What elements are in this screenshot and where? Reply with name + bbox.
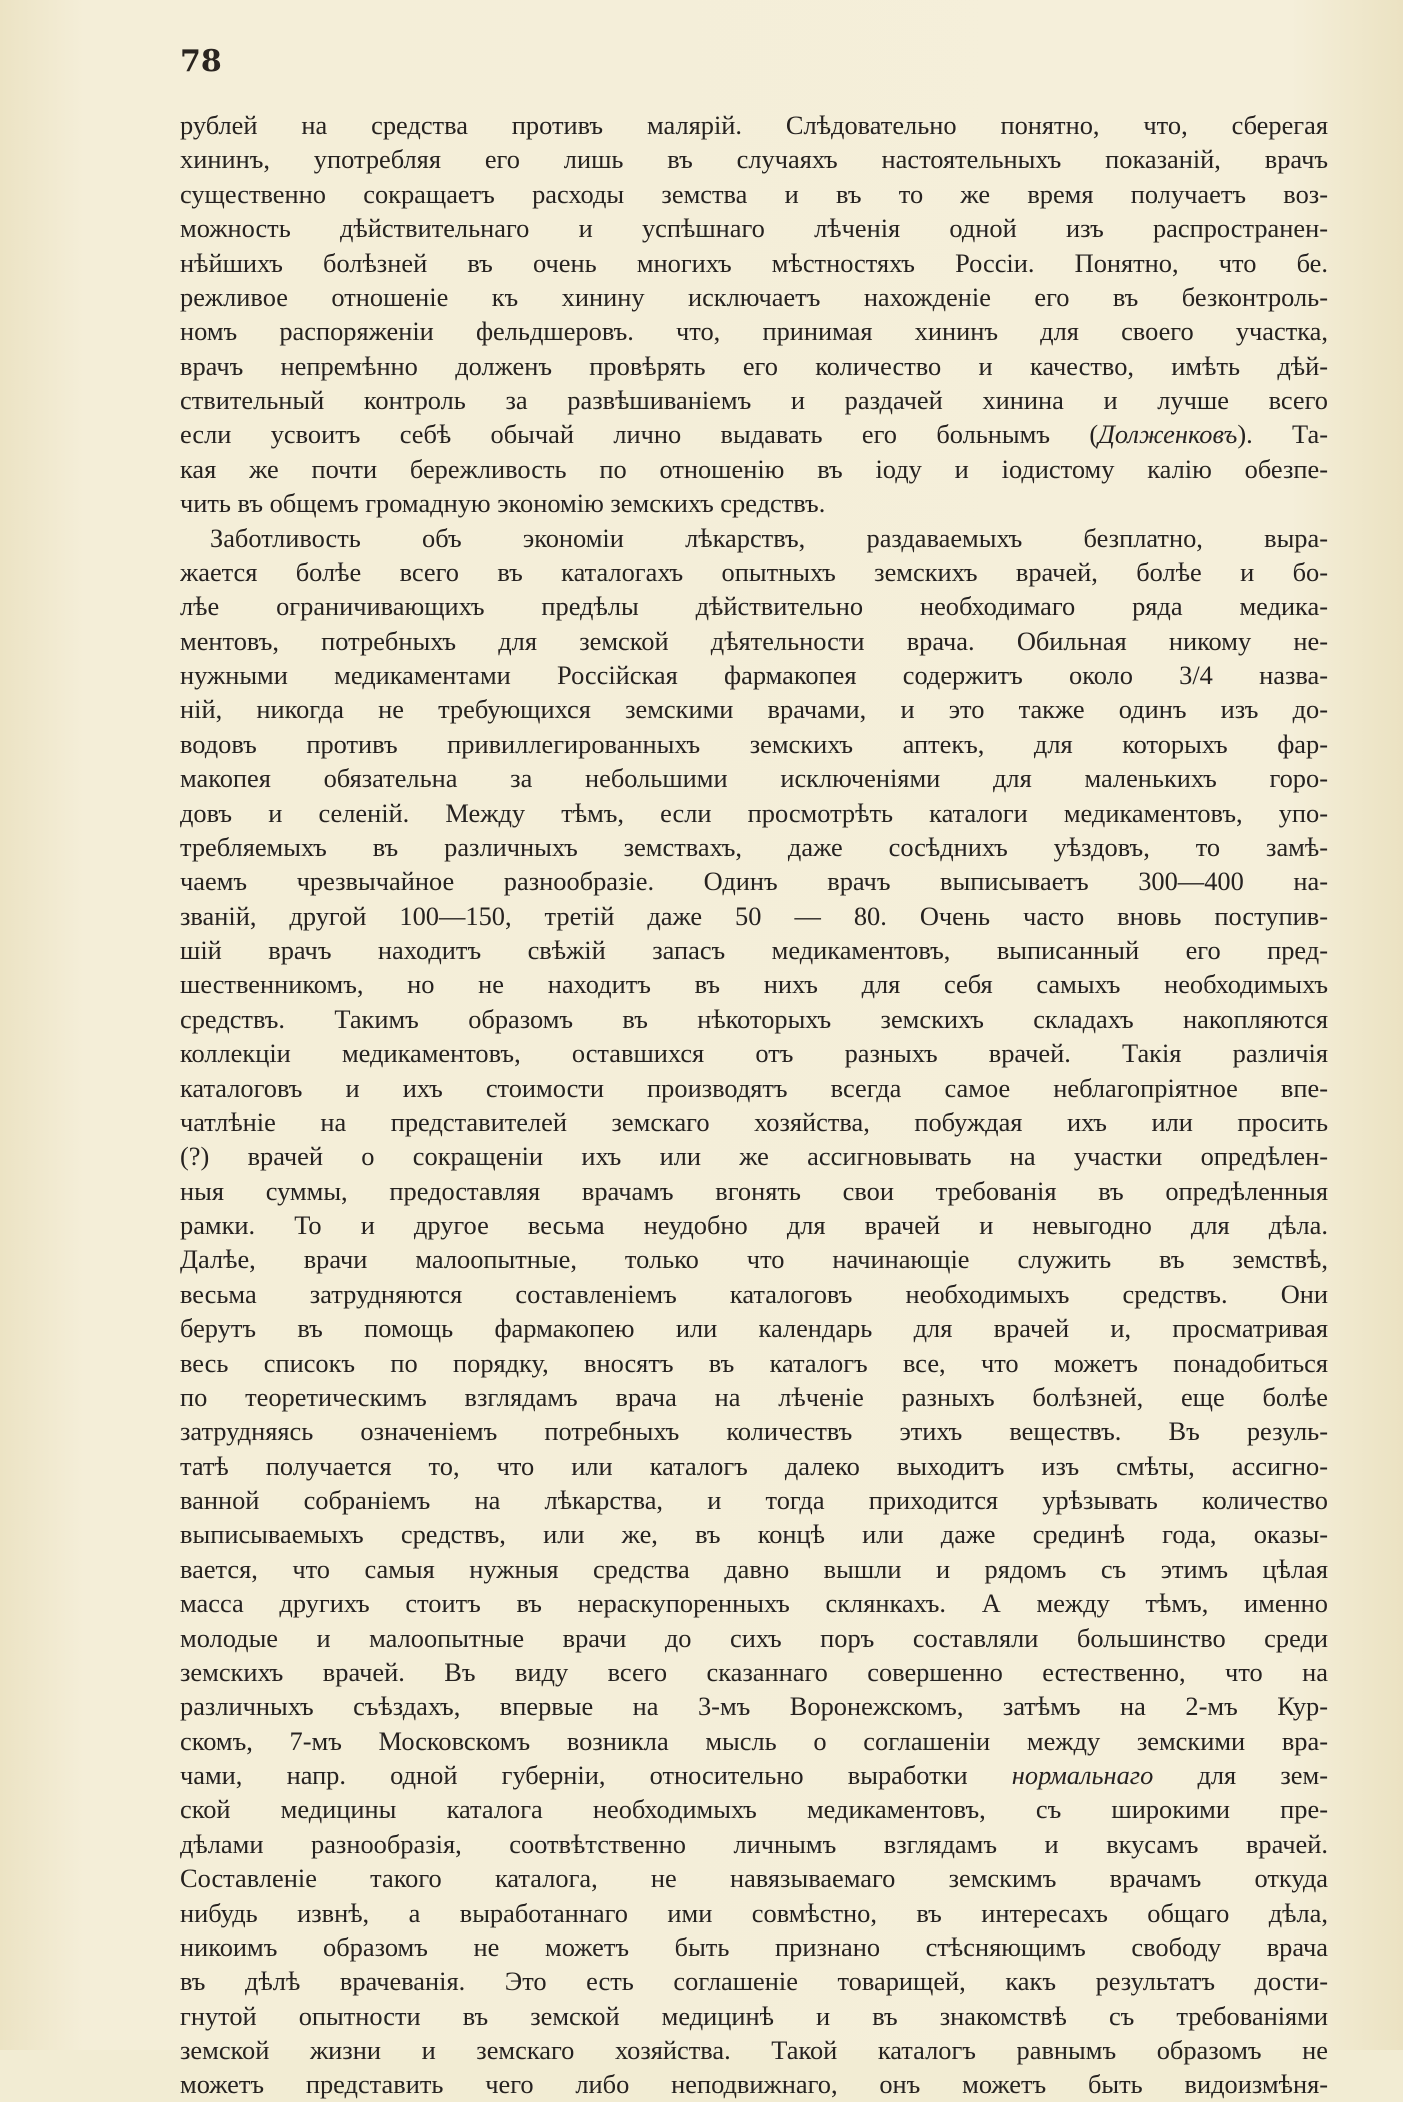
text-line: весьма затрудняются составленіемъ каталоговъ необходимыхъ средствъ. Они — [180, 1278, 1328, 1309]
text-line: выписываемыхъ средствъ, или же, въ концѣ или даже срединѣ года, оказы- — [180, 1519, 1328, 1550]
body-text — [180, 108, 1328, 2102]
text-line: хининъ, употребляя его лишь въ случаяхъ настоятельныхъ показаній, врачъ — [180, 144, 1328, 175]
text-line: масса другихъ стоитъ въ нераскупоренныхъ склянкахъ. А между тѣмъ, именно — [180, 1588, 1328, 1619]
text-line: врачъ непремѣнно долженъ провѣрять его количество и качество, имѣть дѣй- — [180, 350, 1328, 381]
text-line: каталоговъ и ихъ стоимости производятъ всегда самое неблагопріятное впе- — [180, 1072, 1328, 1103]
text-line: чить въ общемъ громадную экономію земскихъ средствъ. — [180, 488, 826, 519]
text-line: шественникомъ, но не находитъ въ нихъ для себя самыхъ необходимыхъ — [180, 969, 1328, 1000]
text-line: Заботливость объ экономіи лѣкарствъ, раздаваемыхъ безплатно, выра- — [210, 522, 1328, 553]
text-line: татѣ получается то, что или каталогъ далеко выходитъ изъ смѣты, ассигно- — [180, 1450, 1328, 1481]
text-line: по теоретическимъ взглядамъ врача на лѣченіе разныхъ болѣзней, еще болѣе — [180, 1381, 1328, 1412]
text-line: гнутой опытности въ земской медицинѣ и въ знакомствѣ съ требованіями — [180, 2000, 1328, 2031]
text-line: ній, никогда не требующихся земскими врачами, и это также одинъ изъ до- — [180, 694, 1328, 725]
text-line: рублей на средства противъ малярій. Слѣдовательно понятно, что, сберегая — [180, 110, 1328, 140]
text-line: средствъ. Такимъ образомъ въ нѣкоторыхъ земскихъ складахъ накопляются — [180, 1003, 1328, 1034]
text-line: ментовъ, потребныхъ для земской дѣятельности врача. Обильная никому не- — [180, 625, 1328, 656]
text-line: ныя суммы, предоставляя врачамъ вгонять свои требованія въ опредѣленныя — [180, 1175, 1328, 1206]
text-line: шій врачъ находитъ свѣжій запасъ медикаментовъ, выписанный его пред- — [180, 935, 1328, 965]
text-line: жается болѣе всего въ каталогахъ опытныхъ земскихъ врачей, болѣе и бо- — [180, 556, 1328, 587]
text-line: земскихъ врачей. Въ виду всего сказаннаго совершенно естественно, что на — [180, 1656, 1328, 1687]
text-line: затрудняясь означеніемъ потребныхъ количествъ этихъ веществъ. Въ резуль- — [180, 1416, 1328, 1447]
text-line: скомъ, 7-мъ Московскомъ возникла мысль о соглашеніи между земскими вра- — [180, 1725, 1328, 1756]
text-line: нибудь извнѣ, а выработаннаго ими совмѣстно, въ интересахъ общаго дѣла, — [180, 1897, 1328, 1928]
text-line: чаемъ чрезвычайное разнообразіе. Одинъ врачъ выписываетъ 300—400 на- — [180, 866, 1328, 897]
text-line: можность дѣйствительнаго и успѣшнаго лѣченія одной изъ распространен- — [180, 213, 1328, 244]
text-line: земской жизни и земскаго хозяйства. Такой каталогъ равнымъ образомъ не — [180, 2035, 1328, 2065]
paragraph — [180, 521, 1328, 2102]
text-line: ванной собраніемъ на лѣкарства, и тогда приходится урѣзывать количество — [180, 1485, 1328, 1515]
text-line: ской медицины каталога необходимыхъ медикаментовъ, съ широкими пре- — [180, 1794, 1328, 1825]
text-line: вается, что самыя нужныя средства давно вышли и рядомъ съ этимъ цѣлая — [180, 1553, 1328, 1584]
text-line: макопея обязательна за небольшими исключеніями для маленькихъ горо- — [180, 763, 1328, 794]
text-line: нужными медикаментами Россійская фармакопея содержитъ около 3/4 назва- — [180, 660, 1328, 690]
text-line: чами, напр. одной губерніи, относительно выработки нормальнаго для зем- — [180, 1760, 1328, 1790]
text-line: водовъ противъ привиллегированныхъ земскихъ аптекъ, для которыхъ фар- — [180, 728, 1328, 759]
text-line: ствительный контроль за развѣшиваніемъ и раздачей хинина и лучше всего — [180, 385, 1328, 415]
paragraph — [180, 108, 1328, 521]
text-line: дѣлами разнообразія, соотвѣтственно личнымъ взглядамъ и вкусамъ врачей. — [180, 1828, 1328, 1859]
text-line: въ дѣлѣ врачеванія. Это есть соглашеніе товарищей, какъ результатъ дости- — [180, 1966, 1328, 1997]
text-line: если усвоитъ себѣ обычай лично выдавать его больнымъ (Долженковъ). Та- — [180, 419, 1328, 450]
text-line: коллекціи медикаментовъ, оставшихся отъ разныхъ врачей. Такія различія — [180, 1038, 1328, 1069]
text-line: лѣе ограничивающихъ предѣлы дѣйствительно необходимаго ряда медика- — [180, 591, 1328, 622]
text-line: номъ распоряженіи фельдшеровъ. что, принимая хининъ для своего участка, — [180, 316, 1328, 347]
page-number: 78 — [180, 44, 222, 79]
text-line: Составленіе такого каталога, не навязываемаго земскимъ врачамъ откуда — [180, 1863, 1328, 1894]
text-line: весь списокъ по порядку, вносятъ въ каталогъ все, что можетъ понадобиться — [180, 1347, 1328, 1378]
text-line: молодые и малоопытные врачи до сихъ поръ составляли большинство среди — [180, 1622, 1328, 1653]
text-line: Далѣе, врачи малоопытные, только что начинающіе служить въ земствѣ, — [180, 1244, 1328, 1275]
text-line: рамки. То и другое весьма неудобно для врачей и невыгодно для дѣла. — [180, 1210, 1328, 1240]
text-line: довъ и селеній. Между тѣмъ, если просмотрѣть каталоги медикаментовъ, упо- — [180, 797, 1328, 828]
text-line: различныхъ съѣздахъ, впервые на 3-мъ Воронежскомъ, затѣмъ на 2-мъ Кур- — [180, 1691, 1328, 1722]
text-line: никоимъ образомъ не можетъ быть признано стѣсняющимъ свободу врача — [180, 1931, 1328, 1962]
text-line: режливое отношеніе къ хинину исключаетъ нахожденіе его въ безконтроль- — [180, 281, 1328, 312]
text-line: можетъ представить чего либо неподвижнаго, онъ можетъ быть видоизмѣня- — [180, 2069, 1328, 2100]
text-line: званій, другой 100—150, третій даже 50 — 80. Очень часто вновь поступив- — [180, 900, 1328, 931]
text-line: (?) врачей о сокращеніи ихъ или же ассигновывать на участки опредѣлен- — [180, 1141, 1328, 1172]
text-line: кая же почти бережливость по отношенію въ іоду и іодистому калію обезпе- — [180, 453, 1328, 484]
text-line: берутъ въ помощь фармакопею или календарь для врачей и, просматривая — [180, 1313, 1328, 1344]
text-line: чатлѣніе на представителей земскаго хозяйства, побуждая ихъ или просить — [180, 1106, 1328, 1137]
text-line: нѣйшихъ болѣзней въ очень многихъ мѣстностяхъ Россіи. Понятно, что бе. — [180, 247, 1328, 278]
text-line: существенно сокращаетъ расходы земства и въ то же время получаетъ воз- — [180, 178, 1328, 209]
text-line: требляемыхъ въ различныхъ земствахъ, даже сосѣднихъ уѣздовъ, то замѣ- — [180, 831, 1328, 862]
